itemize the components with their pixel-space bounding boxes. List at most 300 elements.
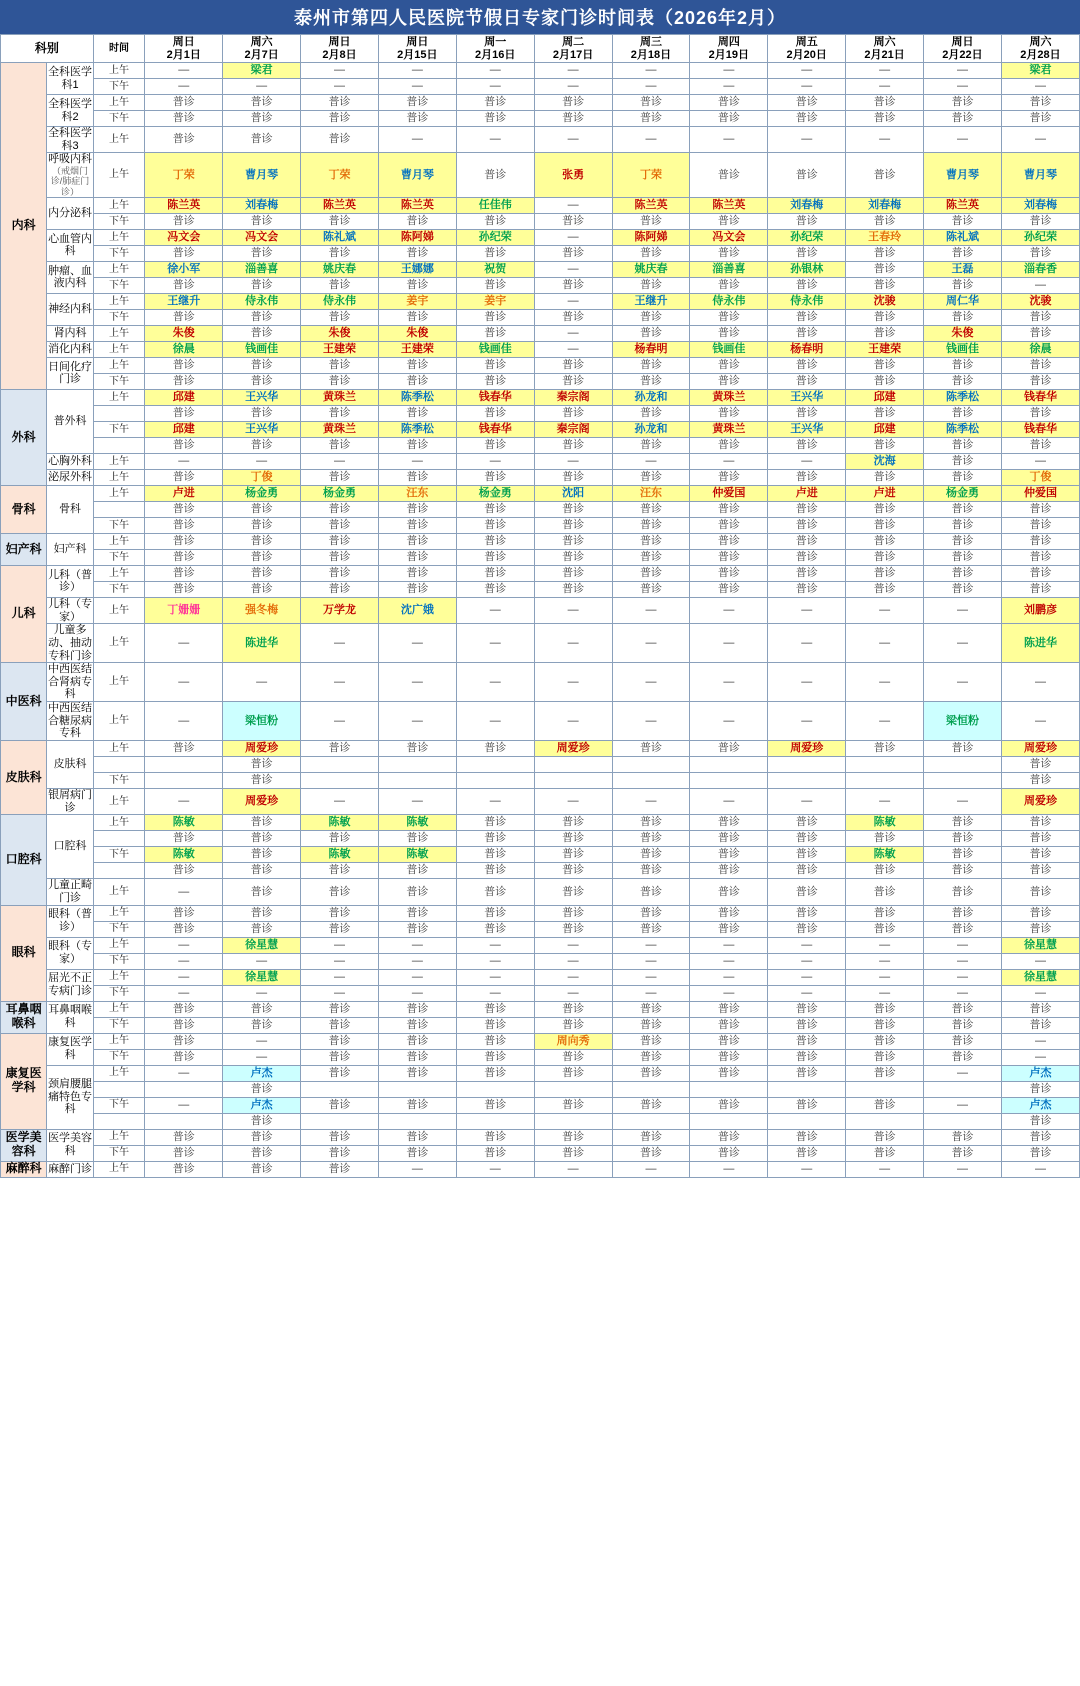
schedule-cell-text: 普诊	[1029, 1002, 1052, 1015]
schedule-cell	[768, 969, 846, 985]
schedule-cell-text: 普诊	[1029, 112, 1052, 125]
schedule-cell	[846, 905, 924, 921]
schedule-cell	[534, 815, 612, 831]
schedule-cell-text: 孙龙和	[634, 391, 668, 404]
schedule-cell	[534, 111, 612, 127]
schedule-cell-text: 姚庆春	[322, 263, 356, 276]
day-date-9: 2月21日	[864, 48, 905, 61]
schedule-cell	[378, 153, 456, 198]
schedule-cell-text: —	[956, 1162, 968, 1175]
schedule-cell	[612, 702, 690, 741]
schedule-cell	[534, 405, 612, 421]
schedule-cell	[768, 485, 846, 501]
schedule-cell	[301, 245, 379, 261]
table-row	[1, 485, 1080, 501]
schedule-cell	[145, 533, 223, 549]
schedule-cell	[846, 789, 924, 815]
dept-cell-waike: 外科	[1, 389, 47, 485]
schedule-cell-text: —	[567, 954, 579, 967]
schedule-cell-text: —	[723, 80, 735, 93]
schedule-cell	[612, 863, 690, 879]
schedule-cell-text: 卢进	[795, 487, 818, 500]
schedule-cell	[456, 501, 534, 517]
schedule-cell	[145, 879, 223, 905]
schedule-cell-text: 侍永伟	[322, 295, 356, 308]
header-day-0	[145, 35, 223, 63]
schedule-cell	[924, 1145, 1002, 1161]
time-cell: 上午	[93, 1065, 145, 1081]
schedule-cell	[846, 325, 924, 341]
schedule-cell	[846, 213, 924, 229]
header-day-9	[846, 35, 924, 63]
schedule-cell-text: 普诊	[717, 832, 740, 845]
header-day-7	[690, 35, 768, 63]
schedule-cell-text: 普诊	[639, 1146, 662, 1159]
schedule-cell-text: —	[723, 938, 735, 951]
schedule-cell	[145, 229, 223, 245]
schedule-cell-text: 普诊	[795, 832, 818, 845]
schedule-cell-text: —	[723, 64, 735, 77]
schedule-cell-text: 普诊	[639, 535, 662, 548]
schedule-cell	[145, 581, 223, 597]
schedule-cell-text: —	[256, 455, 268, 468]
schedule-cell	[846, 197, 924, 213]
schedule-cell-text: 丁俊	[250, 471, 273, 484]
schedule-cell-text: 普诊	[717, 359, 740, 372]
schedule-cell	[768, 1161, 846, 1177]
schedule-cell	[145, 921, 223, 937]
schedule-cell	[223, 773, 301, 789]
schedule-cell	[612, 985, 690, 1001]
schedule-cell-text: —	[645, 970, 657, 983]
schedule-cell	[223, 277, 301, 293]
schedule-cell-text: —	[333, 954, 345, 967]
schedule-cell-text: —	[801, 80, 813, 93]
schedule-cell	[301, 1033, 379, 1049]
time-cell: 上午	[93, 597, 145, 623]
schedule-cell	[846, 597, 924, 623]
table-row	[1, 111, 1080, 127]
schedule-cell-text: 普诊	[484, 168, 507, 181]
schedule-cell	[301, 485, 379, 501]
time-cell: 下午	[93, 1145, 145, 1161]
schedule-cell	[378, 624, 456, 663]
schedule-cell-text: 王兴华	[245, 423, 279, 436]
table-row	[1, 357, 1080, 373]
time-cell: 上午	[93, 565, 145, 581]
schedule-cell	[924, 245, 1002, 261]
schedule-cell-text: 卢杰	[250, 1066, 273, 1079]
schedule-cell-text: 普诊	[639, 1034, 662, 1047]
sub-dept-cell-quanke3: 全科医学科3	[48, 127, 93, 152]
schedule-cell-text: —	[333, 675, 345, 688]
schedule-cell-text: 王继升	[634, 295, 668, 308]
schedule-cell-text: 普诊	[328, 279, 351, 292]
schedule-cell-text: 姜宇	[406, 295, 429, 308]
header-day-8	[768, 35, 846, 63]
schedule-cell-text: 王磊	[951, 263, 974, 276]
schedule-cell-text: 普诊	[562, 471, 585, 484]
schedule-cell	[924, 501, 1002, 517]
schedule-cell-text: 普诊	[328, 885, 351, 898]
schedule-cell-text: —	[645, 938, 657, 951]
schedule-cell	[301, 1065, 379, 1081]
schedule-cell	[223, 63, 301, 79]
schedule-cell-text: 普诊	[873, 263, 896, 276]
schedule-cell-text: 普诊	[328, 247, 351, 260]
time-cell: 下午	[93, 953, 145, 969]
schedule-cell	[301, 261, 379, 277]
schedule-cell-text: 陈季松	[400, 423, 434, 436]
schedule-cell	[1001, 757, 1079, 773]
schedule-cell	[534, 79, 612, 95]
schedule-cell	[768, 1097, 846, 1113]
schedule-cell	[924, 921, 1002, 937]
schedule-cell-text: —	[256, 986, 268, 999]
table-row	[1, 389, 1080, 405]
schedule-cell-text: 普诊	[795, 1034, 818, 1047]
schedule-cell	[612, 1065, 690, 1081]
schedule-cell-text: —	[256, 1034, 268, 1047]
schedule-cell	[145, 261, 223, 277]
schedule-cell-text: 普诊	[484, 922, 507, 935]
schedule-cell	[924, 95, 1002, 111]
schedule-cell	[534, 1113, 612, 1129]
schedule-cell	[924, 847, 1002, 863]
header-day-5	[534, 35, 612, 63]
schedule-cell-text: 普诊	[795, 551, 818, 564]
time-cell: 上午	[93, 789, 145, 815]
schedule-cell-text: —	[178, 1066, 190, 1079]
schedule-cell	[456, 831, 534, 847]
schedule-cell	[301, 879, 379, 905]
schedule-cell-text: 王兴华	[790, 423, 824, 436]
sub-dept-cell-shennei: 肾内科	[47, 325, 93, 341]
schedule-cell	[456, 905, 534, 921]
schedule-cell	[612, 1145, 690, 1161]
table-row	[1, 1049, 1080, 1065]
schedule-cell-text: 普诊	[328, 742, 351, 755]
table-row	[1, 373, 1080, 389]
schedule-cell-text: —	[411, 1162, 423, 1175]
schedule-cell-text: 普诊	[484, 407, 507, 420]
schedule-cell	[378, 1097, 456, 1113]
schedule-cell	[145, 95, 223, 111]
schedule-cell-text: 陈敏	[172, 816, 195, 829]
schedule-cell	[456, 95, 534, 111]
schedule-cell-text: 沈阳	[562, 487, 585, 500]
schedule-cell-text: 普诊	[795, 1002, 818, 1015]
schedule-cell	[534, 63, 612, 79]
schedule-cell	[456, 1097, 534, 1113]
schedule-cell	[612, 213, 690, 229]
schedule-cell	[223, 969, 301, 985]
schedule-cell	[846, 815, 924, 831]
schedule-cell	[378, 197, 456, 213]
schedule-cell	[846, 1113, 924, 1129]
schedule-cell-text: 普诊	[328, 1050, 351, 1063]
schedule-cell	[301, 127, 379, 153]
schedule-cell	[612, 597, 690, 623]
schedule-cell-text: 普诊	[639, 832, 662, 845]
schedule-cell	[924, 293, 1002, 309]
schedule-cell	[1001, 533, 1079, 549]
schedule-cell	[768, 373, 846, 389]
schedule-cell	[534, 533, 612, 549]
schedule-cell	[145, 309, 223, 325]
schedule-cell-text: —	[567, 938, 579, 951]
schedule-cell	[690, 277, 768, 293]
schedule-cell	[1001, 1065, 1079, 1081]
schedule-cell	[690, 389, 768, 405]
schedule-cell	[1001, 405, 1079, 421]
schedule-cell	[378, 437, 456, 453]
schedule-cell-text: 徐星慧	[1023, 938, 1057, 951]
schedule-cell-text: 徐小军	[167, 263, 201, 276]
schedule-cell	[378, 453, 456, 469]
schedule-cell-text: 杨金勇	[245, 487, 279, 500]
schedule-cell-text: 普诊	[717, 247, 740, 260]
schedule-cell-text: 普诊	[1029, 832, 1052, 845]
schedule-cell-text: 普诊	[328, 583, 351, 596]
schedule-cell	[301, 969, 379, 985]
schedule-cell	[612, 341, 690, 357]
schedule-cell	[690, 985, 768, 1001]
schedule-cell-text: 普诊	[795, 567, 818, 580]
schedule-cell	[612, 1097, 690, 1113]
sub-dept-cell-yanke_pu: 眼科（普诊）	[47, 905, 93, 937]
time-cell: 上午	[93, 1161, 145, 1177]
schedule-cell	[690, 95, 768, 111]
schedule-cell-text: 普诊	[250, 215, 273, 228]
schedule-cell-text: 普诊	[795, 885, 818, 898]
schedule-cell	[223, 1145, 301, 1161]
schedule-cell-text: 普诊	[873, 1066, 896, 1079]
schedule-cell-text: —	[178, 938, 190, 951]
schedule-cell	[534, 863, 612, 879]
schedule-cell-text: —	[801, 64, 813, 77]
schedule-cell	[846, 581, 924, 597]
schedule-cell	[301, 277, 379, 293]
schedule-cell-text: 普诊	[795, 906, 818, 919]
schedule-cell	[690, 1081, 768, 1097]
schedule-cell-text: 普诊	[250, 359, 273, 372]
schedule-cell	[223, 831, 301, 847]
table-row	[1, 1065, 1080, 1081]
schedule-cell	[612, 1001, 690, 1017]
schedule-cell-text: 普诊	[406, 551, 429, 564]
schedule-cell	[301, 405, 379, 421]
schedule-cell	[145, 197, 223, 213]
schedule-cell-text: 普诊	[951, 816, 974, 829]
schedule-cell-text: 普诊	[717, 375, 740, 388]
schedule-cell	[1001, 879, 1079, 905]
schedule-cell	[456, 229, 534, 245]
time-cell: 下午	[93, 1017, 145, 1033]
schedule-cell	[924, 357, 1002, 373]
schedule-cell-text: —	[1034, 1050, 1046, 1063]
schedule-cell	[690, 863, 768, 879]
sub-dept-cell-erke_zj: 儿科（专家）	[48, 597, 93, 623]
schedule-cell	[768, 153, 846, 198]
schedule-cell	[223, 985, 301, 1001]
schedule-cell	[378, 293, 456, 309]
schedule-cell-text: 普诊	[172, 96, 195, 109]
schedule-cell-text: —	[956, 675, 968, 688]
schedule-cell-text: 普诊	[873, 503, 896, 516]
schedule-cell	[223, 111, 301, 127]
schedule-cell-text: 曹月琴	[245, 168, 279, 181]
schedule-cell	[378, 702, 456, 741]
schedule-cell-text: —	[879, 986, 891, 999]
schedule-cell-text: 普诊	[172, 1018, 195, 1031]
schedule-cell	[690, 757, 768, 773]
schedule-cell-text: 普诊	[1029, 96, 1052, 109]
day-weekday-9: 周六	[873, 35, 896, 48]
schedule-cell	[456, 985, 534, 1001]
table-row	[1, 863, 1080, 879]
schedule-cell	[301, 863, 379, 879]
schedule-cell	[301, 421, 379, 437]
schedule-cell-text: 普诊	[873, 1098, 896, 1111]
schedule-cell-text: —	[801, 604, 813, 617]
schedule-cell	[690, 1129, 768, 1145]
schedule-cell	[924, 309, 1002, 325]
schedule-cell	[456, 847, 534, 863]
sub-dept-cell-ertong_dd: 儿童多动、抽动专科门诊	[48, 624, 93, 662]
schedule-cell-text: 普诊	[250, 885, 273, 898]
dept-cell-yanke: 眼科	[1, 905, 47, 1001]
schedule-cell-text: —	[411, 795, 423, 808]
table-row	[1, 1113, 1080, 1129]
schedule-cell-text: 普诊	[1029, 535, 1052, 548]
schedule-cell-text: 普诊	[795, 535, 818, 548]
day-date-3: 2月15日	[397, 48, 438, 61]
schedule-cell	[1001, 373, 1079, 389]
schedule-cell	[846, 549, 924, 565]
schedule-cell	[223, 1161, 301, 1177]
schedule-cell	[690, 549, 768, 565]
schedule-cell-text: —	[567, 604, 579, 617]
day-weekday-5: 周二	[562, 35, 585, 48]
schedule-cell	[378, 469, 456, 485]
schedule-cell	[378, 373, 456, 389]
sub-dept-cell-zxyj_shen: 中西医结合肾病专科	[48, 663, 93, 701]
schedule-cell-text: —	[178, 795, 190, 808]
schedule-cell	[456, 153, 534, 198]
schedule-cell	[690, 357, 768, 373]
schedule-cell	[301, 789, 379, 815]
schedule-cell-text: 梁恒粉	[245, 714, 279, 727]
schedule-cell	[924, 373, 1002, 389]
schedule-cell	[145, 79, 223, 95]
schedule-cell	[612, 453, 690, 469]
schedule-cell-text: 普诊	[562, 906, 585, 919]
schedule-cell-text: 普诊	[873, 215, 896, 228]
schedule-cell-text: 普诊	[639, 583, 662, 596]
schedule-cell-text: 普诊	[795, 407, 818, 420]
schedule-cell	[690, 1113, 768, 1129]
schedule-cell	[846, 1017, 924, 1033]
schedule-cell	[924, 437, 1002, 453]
schedule-cell	[690, 773, 768, 789]
schedule-cell	[768, 341, 846, 357]
schedule-cell-text: 普诊	[250, 567, 273, 580]
schedule-cell	[924, 831, 1002, 847]
schedule-cell-text: 王娜娜	[400, 263, 434, 276]
schedule-cell-text: 普诊	[406, 742, 429, 755]
schedule-cell-text: 普诊	[717, 567, 740, 580]
time-cell: 上午	[93, 357, 145, 373]
schedule-cell	[301, 501, 379, 517]
schedule-cell-text: —	[489, 133, 501, 146]
schedule-cell	[924, 533, 1002, 549]
schedule-cell-text: 普诊	[406, 1050, 429, 1063]
schedule-cell	[690, 921, 768, 937]
schedule-cell-text: —	[956, 954, 968, 967]
schedule-cell	[768, 937, 846, 953]
schedule-cell	[1001, 229, 1079, 245]
schedule-cell	[534, 1129, 612, 1145]
schedule-cell-text: 黄珠兰	[322, 423, 356, 436]
table-row	[1, 789, 1080, 815]
schedule-cell-text: 普诊	[406, 519, 429, 532]
schedule-cell	[1001, 1081, 1079, 1097]
schedule-cell	[1001, 469, 1079, 485]
schedule-cell	[378, 985, 456, 1001]
time-cell	[93, 1113, 145, 1129]
time-cell	[93, 831, 145, 847]
schedule-cell-text: 普诊	[951, 455, 974, 468]
schedule-cell	[301, 937, 379, 953]
schedule-cell	[846, 341, 924, 357]
schedule-cell	[145, 213, 223, 229]
time-cell: 上午	[93, 453, 145, 469]
schedule-cell	[690, 815, 768, 831]
schedule-cell-text: 普诊	[795, 519, 818, 532]
schedule-cell	[378, 79, 456, 95]
schedule-cell	[690, 789, 768, 815]
schedule-cell-text: 普诊	[406, 279, 429, 292]
schedule-cell-text: 普诊	[1029, 359, 1052, 372]
schedule-cell	[612, 1113, 690, 1129]
sub-dept-cell-zxyj_tang: 中西医结合糖尿病专科	[48, 702, 93, 740]
schedule-cell	[378, 325, 456, 341]
schedule-cell	[846, 565, 924, 581]
schedule-cell-text: —	[801, 986, 813, 999]
schedule-cell	[846, 624, 924, 663]
schedule-cell-text: 普诊	[406, 359, 429, 372]
schedule-cell	[1001, 815, 1079, 831]
schedule-cell	[378, 921, 456, 937]
schedule-cell-text: 邱建	[172, 423, 195, 436]
schedule-cell	[223, 1081, 301, 1097]
schedule-cell-text: 普诊	[250, 327, 273, 340]
schedule-cell	[223, 879, 301, 905]
schedule-cell	[456, 245, 534, 261]
schedule-cell	[223, 533, 301, 549]
schedule-cell-text: 普诊	[250, 758, 273, 771]
schedule-cell	[301, 1129, 379, 1145]
time-cell: 上午	[93, 741, 145, 757]
schedule-cell-text: 徐晨	[172, 343, 195, 356]
schedule-cell-text: 刘春梅	[868, 199, 902, 212]
schedule-cell	[534, 757, 612, 773]
schedule-cell	[145, 1001, 223, 1017]
time-cell: 下午	[93, 79, 145, 95]
schedule-cell	[768, 63, 846, 79]
schedule-cell	[1001, 1113, 1079, 1129]
